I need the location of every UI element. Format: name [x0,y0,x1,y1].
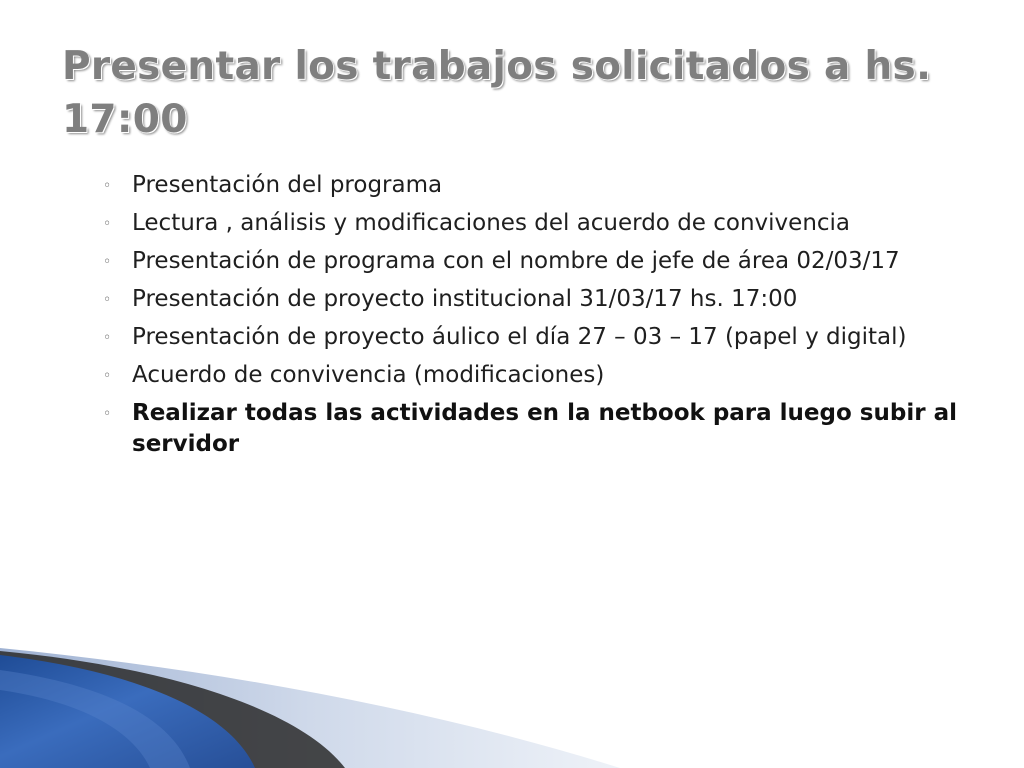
bullet-item [100,170,970,201]
bullet-circle-icon: ◦ [103,216,112,232]
slide-title: Presentar los trabajos solicitados a hs. 17:00 [62,44,932,142]
bullet-circle-icon: ◦ [103,406,112,422]
bullet-item-emphasized [100,398,970,460]
bullet-text: Acuerdo de convivencia (modificaciones) [132,362,605,388]
bullet-list [100,170,970,467]
shadow-band [0,651,345,768]
bullet-item [100,246,970,277]
bullet-text: Realizar todas las actividades en la netbook para luego subir al servidor [132,400,957,457]
bullet-circle-icon: ◦ [103,254,112,270]
bullet-item [100,284,970,315]
blue-band [0,655,255,768]
bullet-item [100,360,970,391]
bullet-circle-icon: ◦ [103,178,112,194]
bullet-item [100,322,970,353]
bullet-circle-icon: ◦ [103,292,112,308]
bullet-text: Presentación del programa [132,172,443,198]
bullet-text: Lectura , análisis y modificaciones del acuerdo de convivencia [132,210,851,236]
bullet-text: Presentación de programa con el nombre de jefe de área 02/03/17 [132,248,900,274]
bullet-circle-icon: ◦ [103,330,112,346]
bullet-text: Presentación de proyecto institucional 31/03/17 hs. 17:00 [132,286,798,312]
blue-highlight [0,670,190,768]
bullet-item [100,208,970,239]
light-swoosh [0,648,620,768]
bullet-text: Presentación de proyecto áulico el día 27 – 03 – 17 (papel y digital) [132,324,907,350]
bullet-circle-icon: ◦ [103,368,112,384]
